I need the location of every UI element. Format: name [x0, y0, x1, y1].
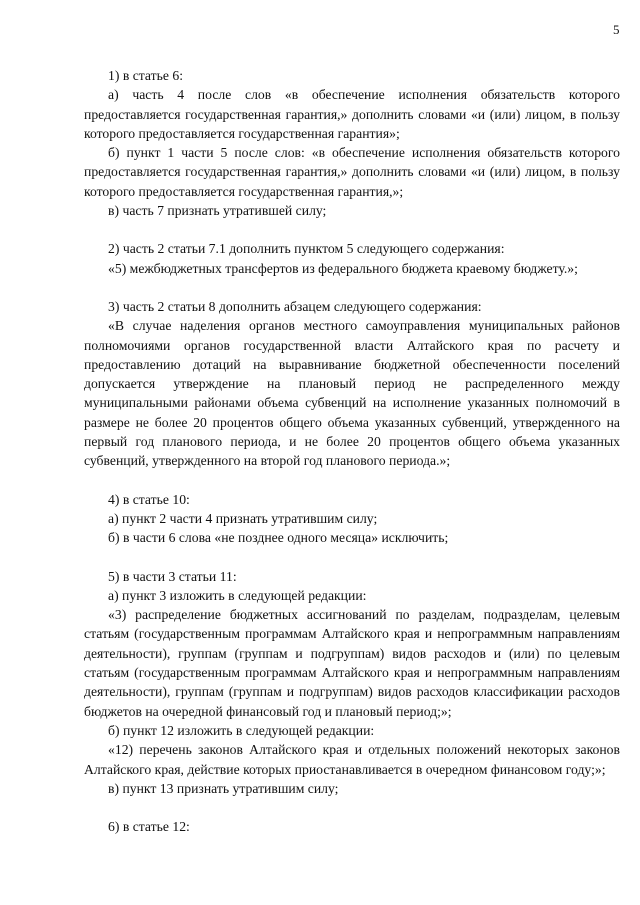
- paragraph: 2) часть 2 статьи 7.1 дополнить пунктом 5 следующего содержания:: [108, 241, 505, 257]
- paragraph: 5) в части 3 статьи 11:: [108, 568, 237, 584]
- page-number: 5: [613, 22, 620, 37]
- paragraph: а) часть 4 после слов «в обеспечение исполнения обязательств которого предоставляется государственная гарантия,» дополнить словами «и (или) лицом, в пользу которого предоставляется государственная гарантия»;: [84, 87, 620, 141]
- paragraph: в) пункт 13 признать утратившим силу;: [108, 780, 339, 796]
- paragraph: 4) в статье 10:: [108, 491, 190, 507]
- paragraph: б) пункт 12 изложить в следующей редакции:: [108, 722, 375, 738]
- paragraph: 1) в статье 6:: [108, 68, 184, 83]
- paragraph: в) часть 7 признать утратившей силу;: [108, 203, 327, 219]
- paragraph: «12) перечень законов Алтайского края и отдельных положений некоторых законов Алтайского края, действие которых приостанавливается в очередном финансовом году;»;: [84, 742, 620, 777]
- paragraph: 6) в статье 12:: [108, 819, 190, 835]
- paragraph: 3) часть 2 статьи 8 дополнить абзацем следующего содержания:: [108, 298, 482, 314]
- paragraph: б) пункт 1 части 5 после слов: «в обеспечение исполнения обязательств которого предоставляется государственная гарантия,» дополнить словами «и (или) лицом, в пользу которого предоставляется государственная гарантия,»;: [84, 145, 620, 199]
- paragraph: «5) межбюджетных трансфертов из федерального бюджета краевому бюджету.»;: [108, 260, 578, 276]
- paragraph: «3) распределение бюджетных ассигнований по разделам, подразделам, целевым статьям (государственным программам Алтайского края и непрограммным направлениям деятельности), группам (группам и подгруппам) видов расходов и (или) по целевым статьям (государственным программам Алтайского края и непрограммным направлениям деятельности), группам (группам и подгруппам) видов расходов классификации расходов бюджетов на очередной финансовый год и плановый период;»;: [84, 607, 620, 719]
- document-body: [84, 66, 620, 836]
- paragraph: а) пункт 2 части 4 признать утратившим силу;: [108, 510, 378, 526]
- paragraph: б) в части 6 слова «не позднее одного месяца» исключить;: [108, 530, 449, 546]
- paragraph: а) пункт 3 изложить в следующей редакции:: [108, 587, 367, 603]
- paragraph: «В случае наделения органов местного самоуправления муниципальных районов полномочиями органов государственной власти Алтайского края по расчету и предоставлению дотаций на выравнивание бюджетной обеспеченности поселений допускается утверждение на плановый период не распределенного между муниципальными районами объема субвенций на исполнение указанных полномочий в размере не более 20 процентов общего объема указанных субвенций, утвержденного на первый год планового периода, и не более 20 процентов общего объема указанных субвенций, утвержденного на второй год планового периода.»;: [84, 318, 620, 469]
